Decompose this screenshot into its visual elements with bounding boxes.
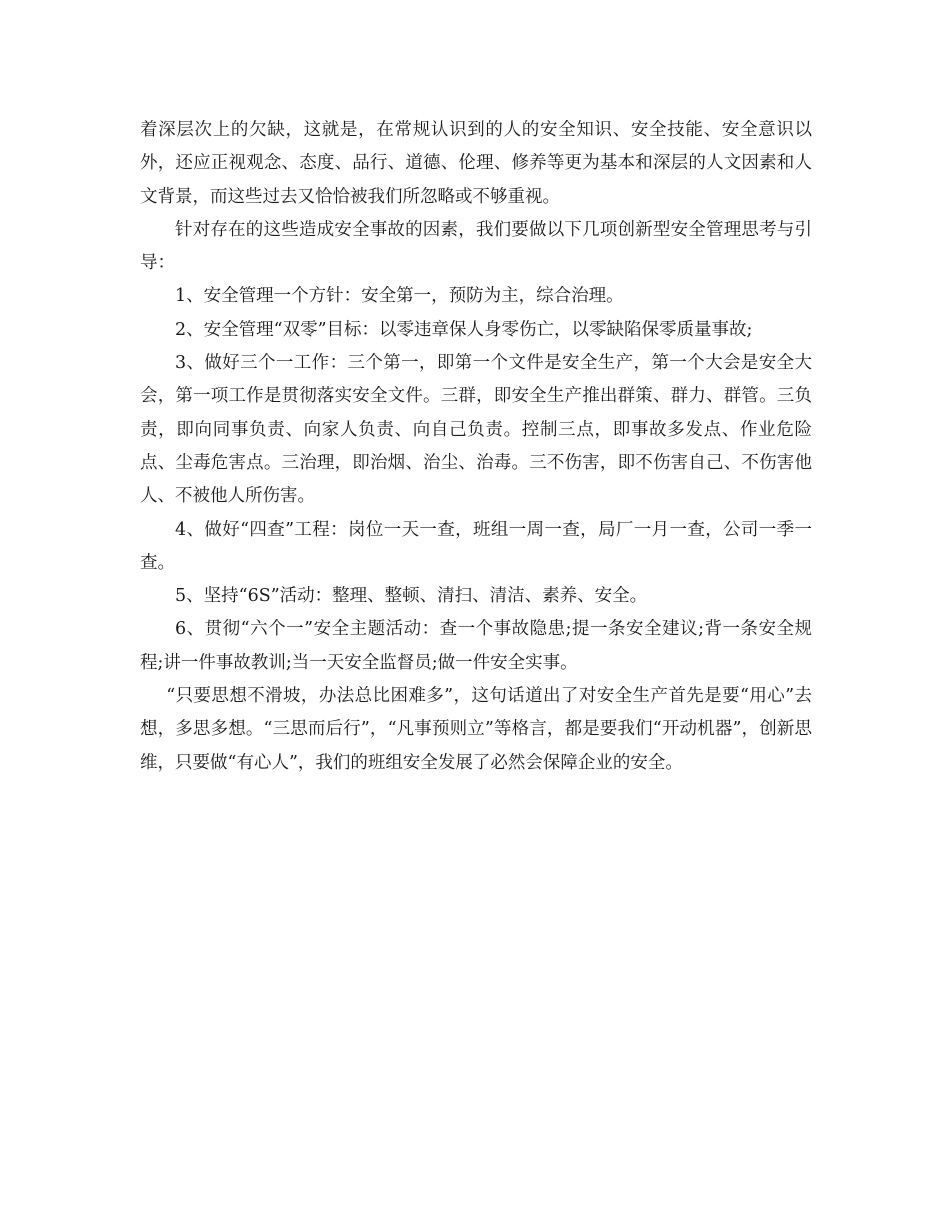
paragraph-item-6: 6、贯彻“六个一”安全主题活动：查一个事故隐患;提一条安全建议;背一条安全规程;讲一件事故教训;当一天安全监督员;做一件安全实事。	[140, 619, 812, 673]
paragraph-item-2: 2、安全管理“双零”目标：以零违章保人身零伤亡，以零缺陷保零质量事故;	[175, 319, 753, 340]
paragraph-item-5: 5、坚持“6S”活动：整理、整顿、清扫、清洁、素养、安全。	[175, 586, 648, 607]
paragraph-intro: 针对存在的这些造成安全事故的因素，我们要做以下几项创新型安全管理思考与引导：	[140, 219, 812, 274]
paragraph-continuation: 着深层次上的欠缺，这就是，在常规认识到的人的安全知识、安全技能、安全意识以外，还应正视观念、态度、品行、道德、伦理、修养等更为基本和深层的人文因素和人文背景，而这些过去又恰恰被我们所忽略或不够重视。	[140, 120, 812, 207]
paragraph-item-3: 3、做好三个一工作：三个第一，即第一个文件是安全生产，第一个大会是安全大会，第一项工作是贯彻落实安全文件。三群，即安全生产推出群策、群力、群管。三负责，即向同事负责、向家人负责、向自己负责。控制三点，即事故多发点、作业危险点、尘毒危害点。三治理，即治烟、治尘、治毒。三不伤害，即不伤害自己、不伤害他人、不被他人所伤害。	[140, 353, 812, 507]
paragraph-conclusion: “只要思想不滑坡，办法总比困难多”，这句话道出了对安全生产首先是要“用心”去想，多思多想。“三思而后行”，“凡事预则立”等格言，都是要我们“开动机器”，创新思维，只要做“有心人”，我们的班组安全发展了必然会保障企业的安全。	[140, 686, 812, 773]
paragraph-item-1: 1、安全管理一个方针：安全第一，预防为主，综合治理。	[175, 286, 624, 307]
paragraph-item-4: 4、做好“四查”工程：岗位一天一查，班组一周一查，局厂一月一查，公司一季一查。	[140, 519, 812, 573]
document-body	[140, 114, 812, 780]
